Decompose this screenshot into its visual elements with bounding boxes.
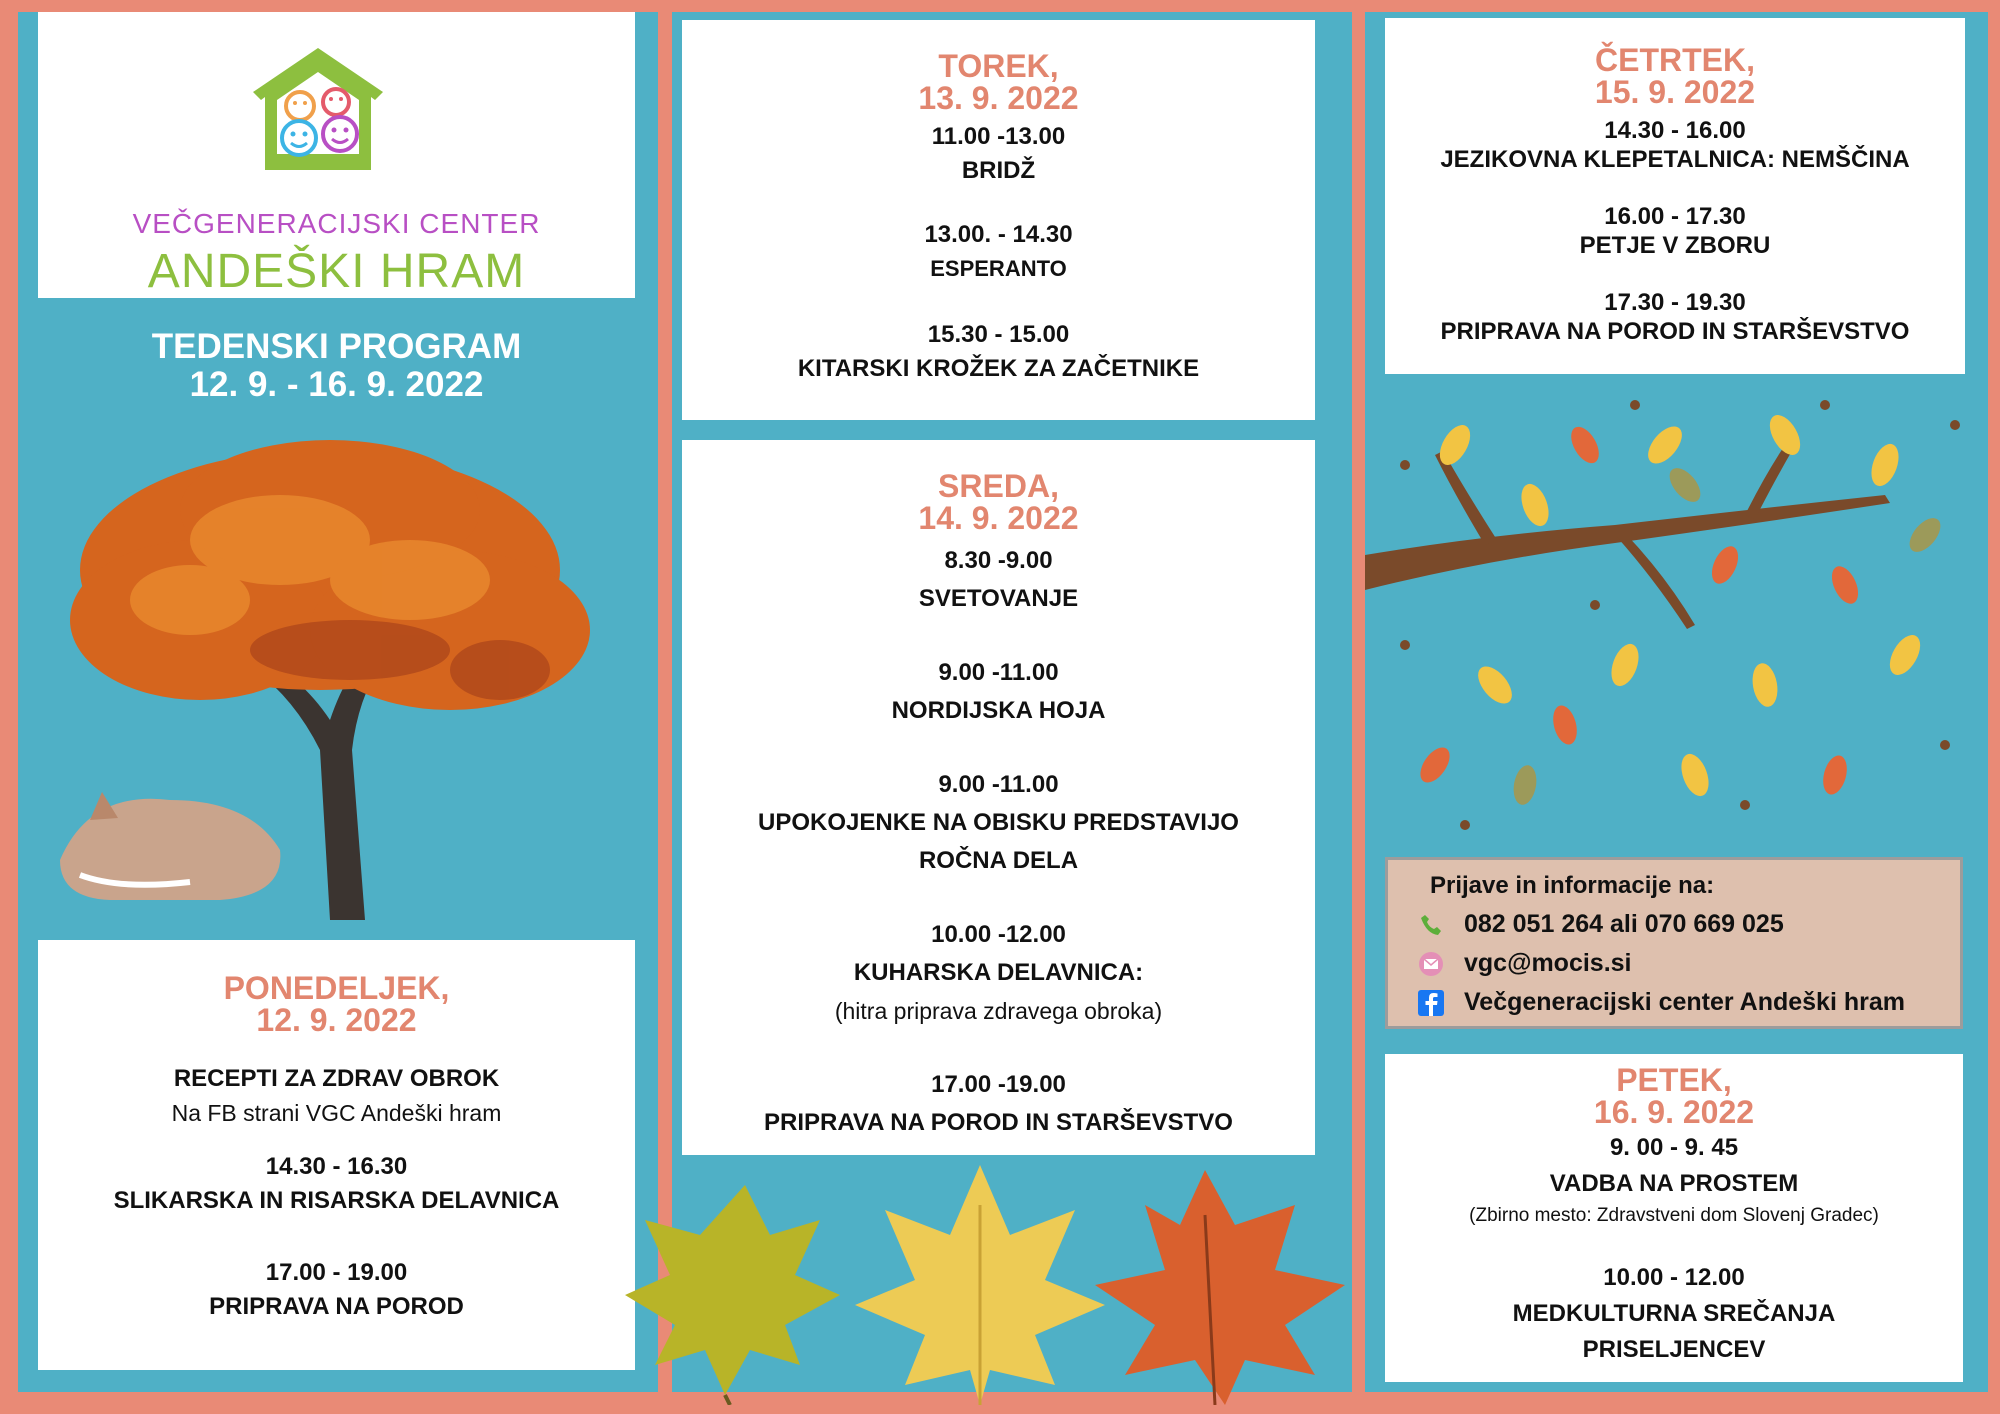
tuesday-day: TOREK, [938,48,1059,84]
thursday-event2-time: 16.00 - 17.30 [1604,203,1746,230]
contact-email[interactable]: vgc@mocis.si [1464,949,1632,977]
wednesday-event1-title: SVETOVANJE [918,585,1079,612]
tuesday-event3-title: KITARSKI KROŽEK ZA ZAČETNIKE [797,355,1200,382]
wednesday-event4-note: (hitra priprava zdravega obroka) [834,998,1163,1024]
wednesday-day: SREDA, [938,468,1059,504]
tuesday-event2-time: 13.00. - 14.30 [924,221,1073,248]
thursday-event3-time: 17.30 - 19.30 [1604,289,1746,316]
contact-phone-row[interactable] [1418,910,1784,939]
email-icon [1418,951,1444,977]
center-name-line1: VEČGENERACIJSKI CENTER [132,208,541,239]
contact-heading: Prijave in informacije na: [1430,872,1715,899]
monday-event1-note: Na FB strani VGC Andeški hram [171,1100,502,1126]
wednesday-event5-time: 17.00 -19.00 [931,1071,1066,1098]
contact-facebook[interactable]: Večgeneracijski center Andeški hram [1464,988,1905,1016]
tuesday-event1-title: BRIDŽ [961,157,1036,184]
program-dates: 12. 9. - 16. 9. 2022 [189,365,484,404]
wednesday-event2-title: NORDIJSKA HOJA [891,697,1106,724]
program-title [38,328,635,404]
wednesday-date: 14. 9. 2022 [918,500,1079,536]
friday-event2-title-line2: PRISELJENCEV [1582,1336,1766,1363]
tuesday-event1-time: 11.00 -13.00 [931,123,1066,150]
monday-day: PONEDELJEK, [223,970,450,1006]
contact-facebook-row[interactable] [1418,988,1905,1017]
branch-with-leaves-illustration [1365,385,1988,855]
wednesday-event1-time: 8.30 -9.00 [944,547,1053,574]
wednesday-event4-time: 10.00 -12.00 [931,921,1066,948]
contact-email-row[interactable] [1418,949,1632,978]
center-name-line2: ANDEŠKI HRAM [147,245,526,298]
friday-event1-note: (Zbirno mesto: Zdravstveni dom Slovenj Gradec) [1469,1205,1879,1226]
green-leaf [625,1185,840,1405]
wednesday-event3-title-line1: UPOKOJENKE NA OBISKU PREDSTAVIJO [758,809,1239,836]
red-leaf [1095,1170,1345,1405]
monday-date: 12. 9. 2022 [256,1002,417,1038]
maple-leaves-illustration [625,1165,1385,1405]
monday-event2-title: SLIKARSKA IN RISARSKA DELAVNICA [113,1187,560,1214]
thursday-event1-title: JEZIKOVNA KLEPETALNICA: NEMŠČINA [1440,146,1910,173]
monday-event3-time: 17.00 - 19.00 [265,1259,408,1286]
program-title-text: TEDENSKI PROGRAM [151,327,522,366]
friday-card [1385,1054,1963,1382]
wednesday-event3-title-line2: ROČNA DELA [918,847,1079,874]
thursday-card [1385,18,1965,374]
facebook-icon [1418,990,1444,1016]
friday-event1-time: 9. 00 - 9. 45 [1609,1134,1739,1161]
tuesday-event2-title: ESPERANTO [930,256,1067,281]
monday-event2-time: 14.30 - 16.30 [265,1153,408,1180]
wednesday-event4-title: KUHARSKA DELAVNICA: [853,959,1144,986]
tuesday-event3-time: 15.30 - 15.00 [927,321,1070,348]
friday-event1-title: VADBA NA PROSTEM [1549,1170,1799,1197]
thursday-date: 15. 9. 2022 [1594,74,1756,110]
wednesday-event5-title: PRIPRAVA NA POROD IN STARŠEVSTVO [764,1109,1233,1136]
thursday-event2-title: PETJE V ZBORU [1579,232,1771,259]
phone-icon [1418,912,1444,938]
logo-house-icon [243,44,393,174]
monday-event3-title: PRIPRAVA NA POROD [209,1293,464,1320]
wednesday-card [682,440,1315,1155]
wednesday-event3-time: 9.00 -11.00 [938,771,1059,798]
monday-event1-title: RECEPTI ZA ZDRAV OBROK [173,1065,500,1092]
friday-event2-time: 10.00 - 12.00 [1603,1264,1745,1291]
wednesday-event2-time: 9.00 -11.00 [938,659,1059,686]
monday-card [38,940,635,1370]
contact-phone[interactable]: 082 051 264 ali 070 669 025 [1464,910,1784,938]
tuesday-card [682,20,1315,420]
yellow-leaf [855,1165,1105,1405]
autumn-tree-illustration [30,420,630,920]
friday-day: PETEK, [1616,1062,1732,1098]
friday-date: 16. 9. 2022 [1593,1094,1755,1130]
contact-box [1385,857,1963,1029]
tuesday-date: 13. 9. 2022 [918,80,1079,116]
friday-event2-title-line1: MEDKULTURNA SREČANJA [1512,1300,1836,1327]
thursday-event3-title: PRIPRAVA NA POROD IN STARŠEVSTVO [1440,318,1910,345]
logo-card [38,12,635,298]
thursday-event1-time: 14.30 - 16.00 [1604,117,1746,144]
thursday-day: ČETRTEK, [1595,42,1755,78]
